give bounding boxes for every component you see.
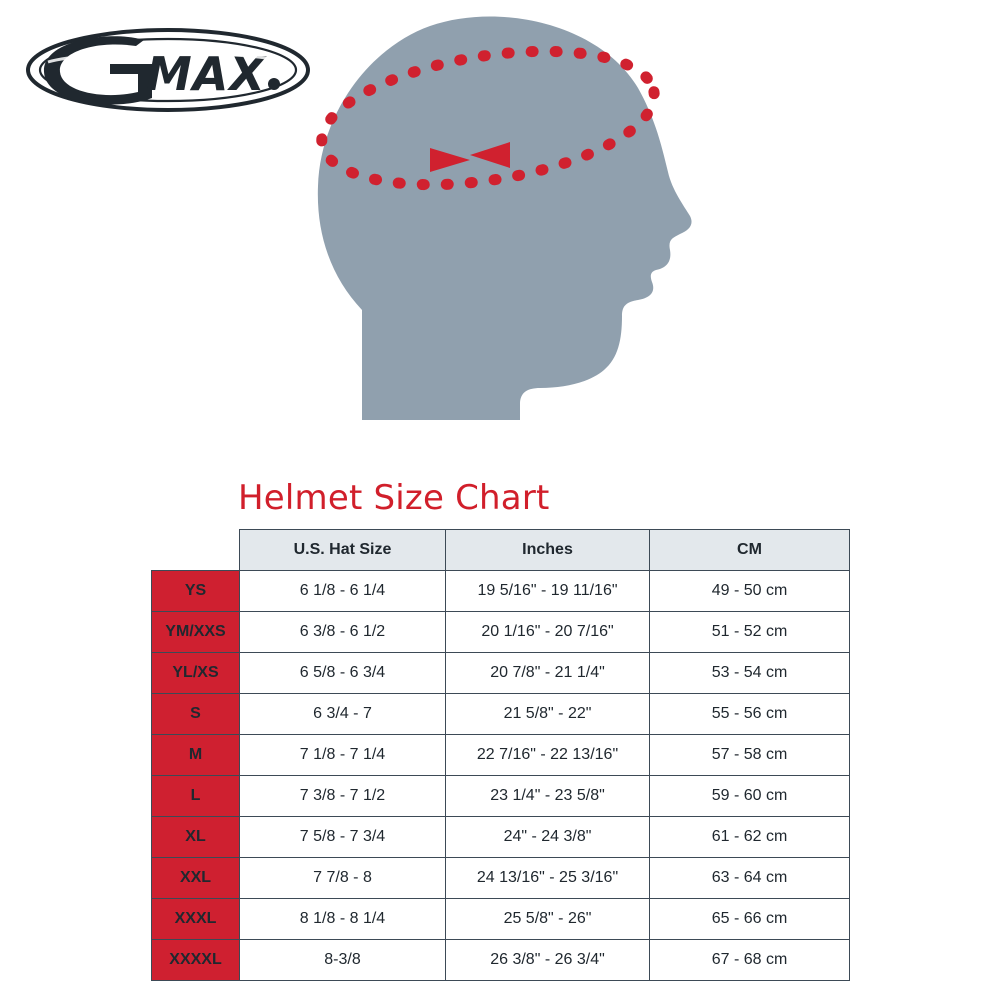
size-label: S bbox=[152, 694, 240, 735]
page-title: Helmet Size Chart bbox=[238, 478, 550, 518]
cm-value: 53 - 54 cm bbox=[650, 653, 850, 694]
hat-size-value: 7 1/8 - 7 1/4 bbox=[240, 735, 446, 776]
inches-value: 20 7/8" - 21 1/4" bbox=[446, 653, 650, 694]
size-label: M bbox=[152, 735, 240, 776]
hat-size-value: 8 1/8 - 8 1/4 bbox=[240, 899, 446, 940]
size-label: YS bbox=[152, 571, 240, 612]
inches-value: 24" - 24 3/8" bbox=[446, 817, 650, 858]
header-cell-inches: Inches bbox=[446, 530, 650, 571]
header-cell-cm: CM bbox=[650, 530, 850, 571]
cm-value: 65 - 66 cm bbox=[650, 899, 850, 940]
cm-value: 59 - 60 cm bbox=[650, 776, 850, 817]
inches-value: 19 5/16" - 19 11/16" bbox=[446, 571, 650, 612]
table-row bbox=[152, 571, 850, 612]
helmet-size-table bbox=[151, 529, 850, 981]
cm-value: 49 - 50 cm bbox=[650, 571, 850, 612]
header-cell-blank bbox=[152, 530, 240, 571]
hat-size-value: 7 5/8 - 7 3/4 bbox=[240, 817, 446, 858]
hat-size-value: 6 1/8 - 6 1/4 bbox=[240, 571, 446, 612]
cm-value: 63 - 64 cm bbox=[650, 858, 850, 899]
hat-size-value: 6 3/4 - 7 bbox=[240, 694, 446, 735]
table-body bbox=[152, 571, 850, 981]
cm-value: 61 - 62 cm bbox=[650, 817, 850, 858]
hat-size-value: 6 5/8 - 6 3/4 bbox=[240, 653, 446, 694]
inches-value: 20 1/16" - 20 7/16" bbox=[446, 612, 650, 653]
table-row bbox=[152, 735, 850, 776]
size-label: YL/XS bbox=[152, 653, 240, 694]
size-label: XL bbox=[152, 817, 240, 858]
cm-value: 55 - 56 cm bbox=[650, 694, 850, 735]
inches-value: 24 13/16" - 25 3/16" bbox=[446, 858, 650, 899]
inches-value: 25 5/8" - 26" bbox=[446, 899, 650, 940]
size-label: L bbox=[152, 776, 240, 817]
table-row bbox=[152, 817, 850, 858]
table-header-row bbox=[152, 530, 850, 571]
hat-size-value: 7 3/8 - 7 1/2 bbox=[240, 776, 446, 817]
hat-size-value: 6 3/8 - 6 1/2 bbox=[240, 612, 446, 653]
svg-text:MAX: MAX bbox=[146, 47, 266, 101]
table-row bbox=[152, 940, 850, 981]
header-cell-hat-size: U.S. Hat Size bbox=[240, 530, 446, 571]
head-measurement-diagram bbox=[270, 10, 740, 440]
size-label: YM/XXS bbox=[152, 612, 240, 653]
inches-value: 26 3/8" - 26 3/4" bbox=[446, 940, 650, 981]
table-header bbox=[152, 530, 850, 571]
table-row bbox=[152, 858, 850, 899]
table-row bbox=[152, 694, 850, 735]
size-label: XXL bbox=[152, 858, 240, 899]
size-label: XXXXL bbox=[152, 940, 240, 981]
inches-value: 22 7/16" - 22 13/16" bbox=[446, 735, 650, 776]
cm-value: 51 - 52 cm bbox=[650, 612, 850, 653]
cm-value: 67 - 68 cm bbox=[650, 940, 850, 981]
helmet-size-table-wrapper bbox=[151, 529, 849, 981]
inches-value: 23 1/4" - 23 5/8" bbox=[446, 776, 650, 817]
table-row bbox=[152, 612, 850, 653]
size-label: XXXL bbox=[152, 899, 240, 940]
table-row bbox=[152, 776, 850, 817]
table-row bbox=[152, 899, 850, 940]
hat-size-value: 7 7/8 - 8 bbox=[240, 858, 446, 899]
cm-value: 57 - 58 cm bbox=[650, 735, 850, 776]
table-row bbox=[152, 653, 850, 694]
inches-value: 21 5/8" - 22" bbox=[446, 694, 650, 735]
hat-size-value: 8-3/8 bbox=[240, 940, 446, 981]
